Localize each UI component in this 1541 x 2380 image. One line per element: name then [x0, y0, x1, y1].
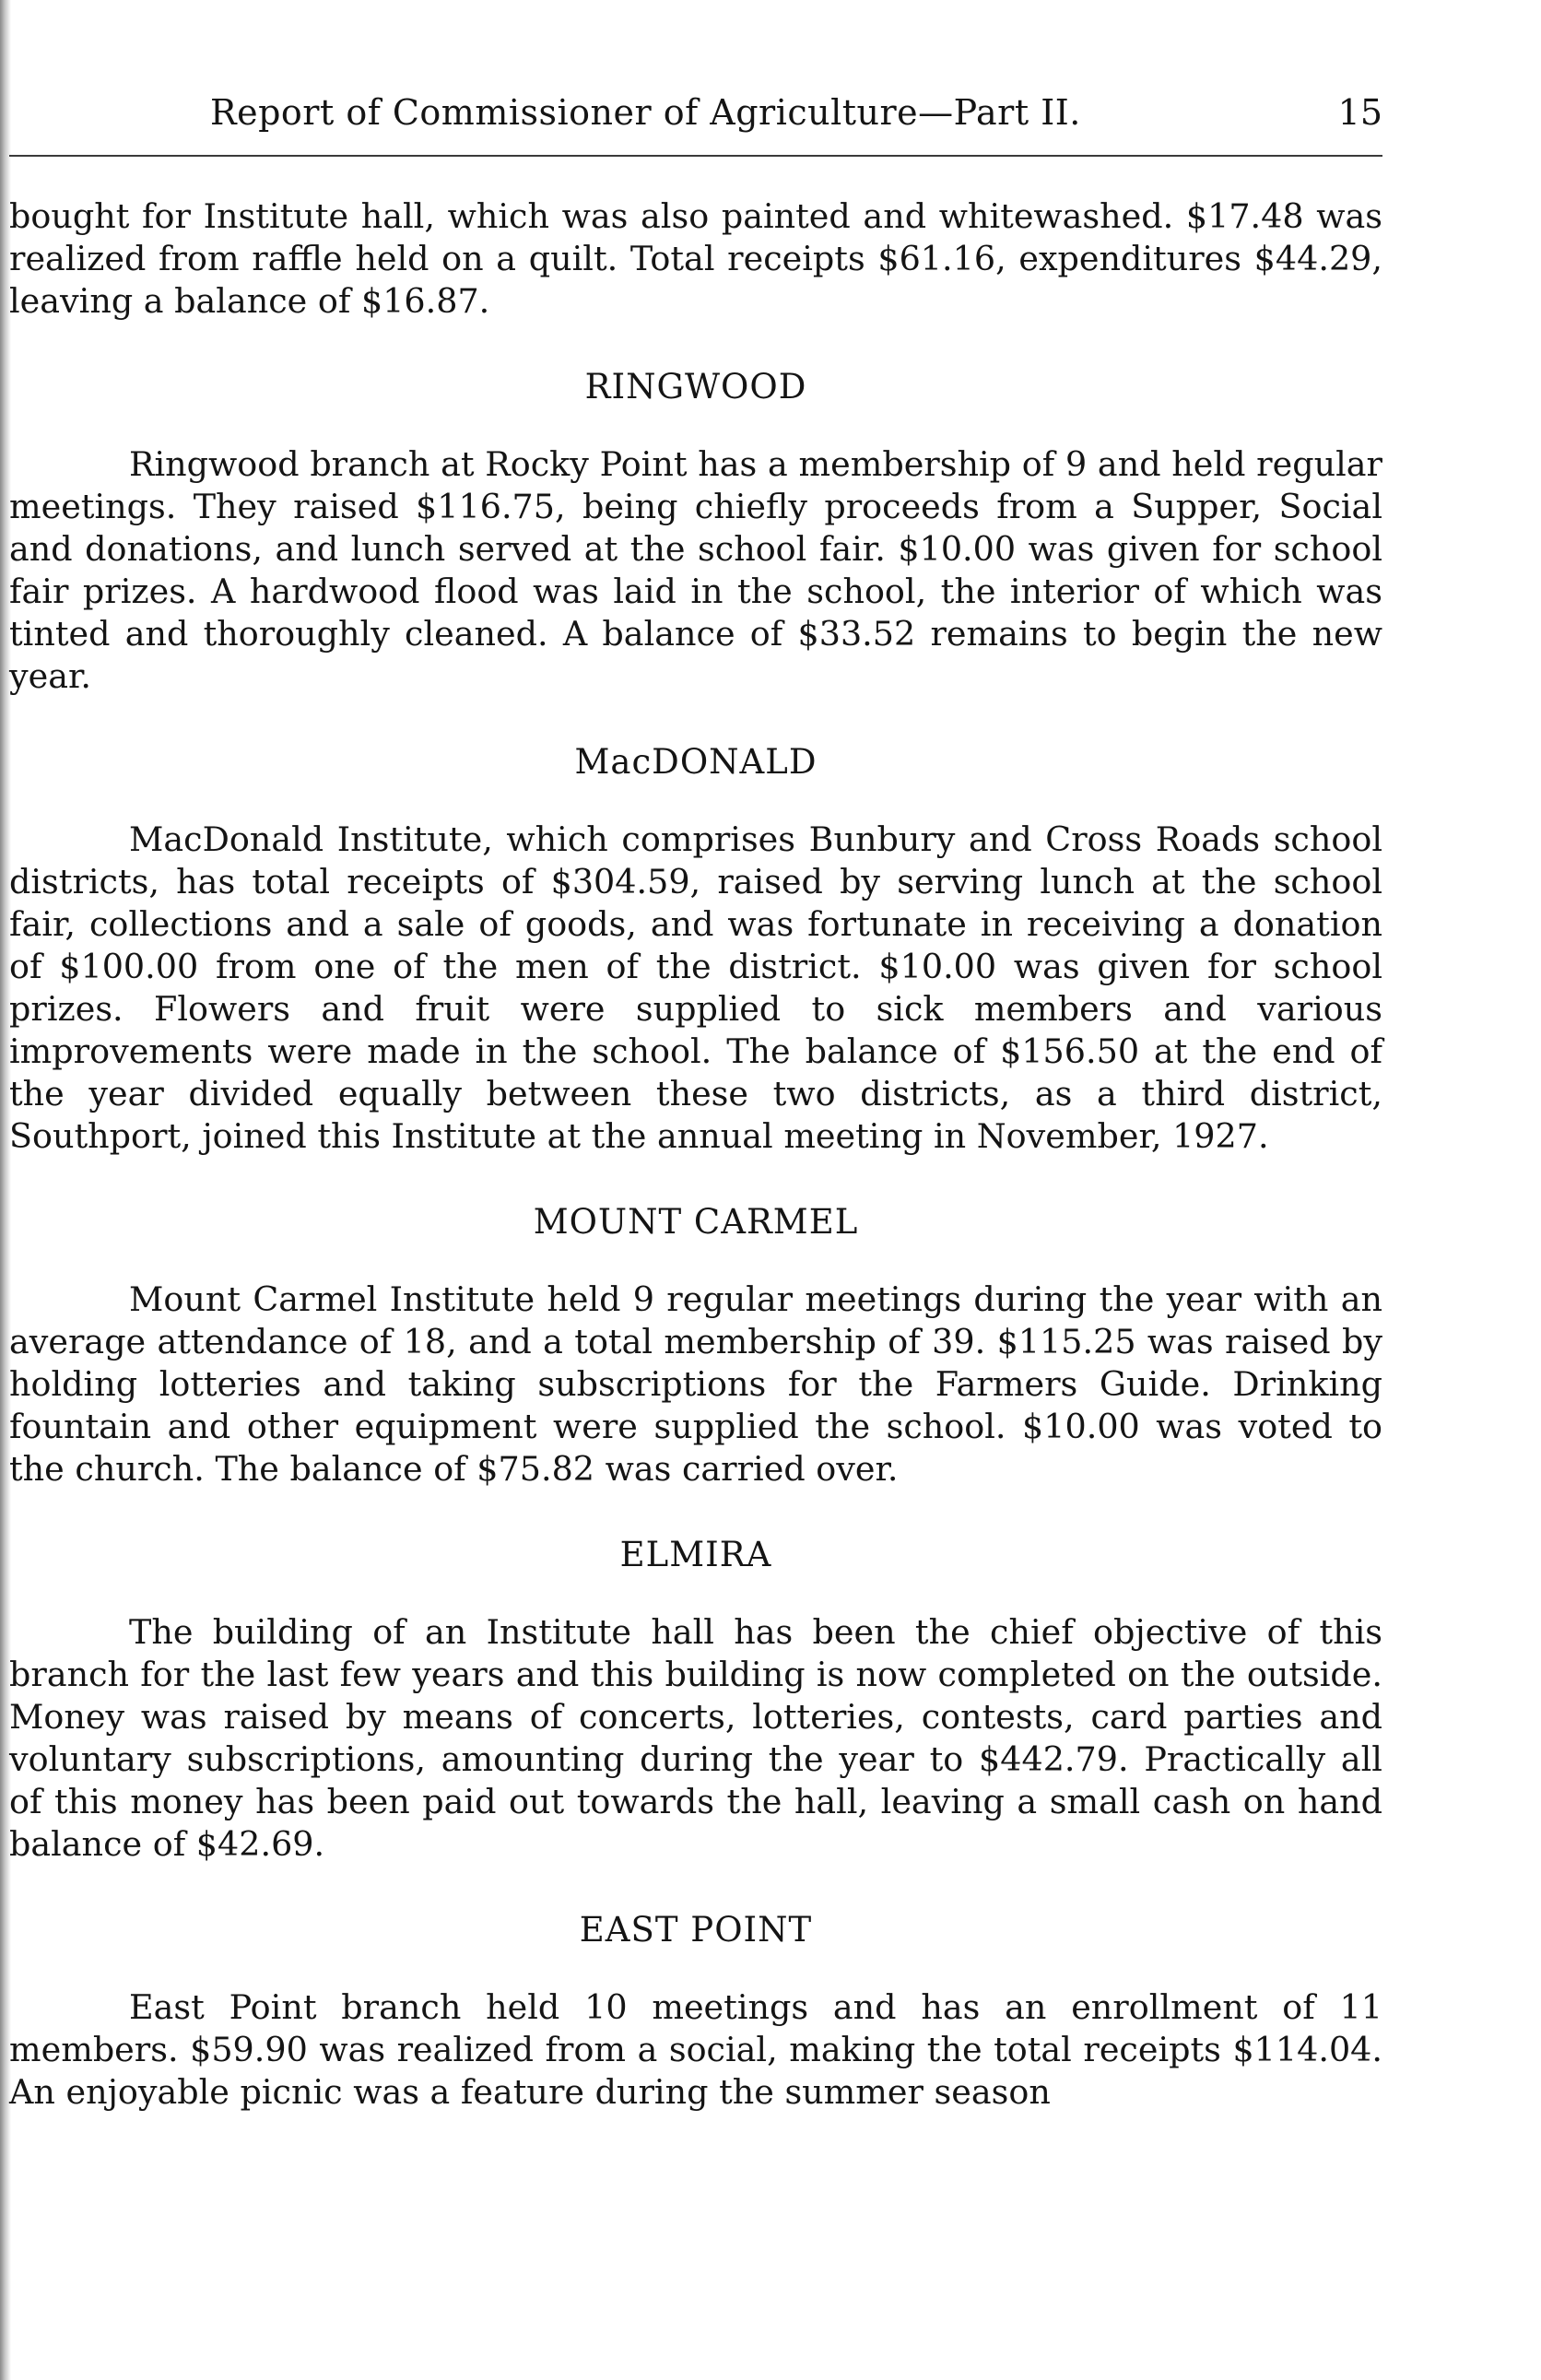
page-number: 15: [1337, 92, 1382, 133]
section-heading: EAST POINT: [579, 1910, 813, 1950]
section-heading: ELMIRA: [619, 1535, 772, 1574]
page-body: [9, 195, 1382, 2114]
section-macdonald: [9, 742, 1382, 1158]
continued-paragraph: bought for Institute hall, which was also painted and whitewashed. $17.48 was realized from raffle held on a quilt. Total receipts $61.16, expenditures $44.29, leaving a balance of $16.87.: [9, 196, 1382, 321]
section-heading: RINGWOOD: [584, 367, 807, 406]
section-mount-carmel: [9, 1202, 1382, 1490]
section-east-point: [9, 1910, 1382, 2114]
section-elmira: [9, 1535, 1382, 1866]
section-paragraph: East Point branch held 10 meetings and has an enrollment of 11 members. $59.90 was realized from a social, making the total receipts $114.04. An enjoyable picnic was a feature during the summer season: [9, 1987, 1382, 2112]
section-ringwood: [9, 367, 1382, 698]
section-heading: MOUNT CARMEL: [533, 1202, 859, 1242]
section-heading: MacDONALD: [574, 742, 818, 782]
section-paragraph: The building of an Institute hall has been the chief objective of this branch for the last few years and this building is now completed on the outside. Money was raised by means of concerts, lotteries, contests, card parties and voluntary subscriptions, amounting during the year to $442.79. Practically all of this money has been paid out towards the hall, leaving a small cash on hand balance of $42.69.: [9, 1612, 1382, 1864]
running-header-title: Report of Commissioner of Agriculture—Part II.: [210, 92, 1081, 133]
section-paragraph: Mount Carmel Institute held 9 regular meetings during the year with an average attendance of 18, and a total membership of 39. $115.25 was raised by holding lotteries and taking subscriptions for the Farmers Guide. Drinking fountain and other equipment were supplied the school. $10.00 was voted to the church. The balance of $75.82 was carried over.: [9, 1279, 1382, 1489]
section-paragraph: MacDonald Institute, which comprises Bunbury and Cross Roads school districts, has total receipts of $304.59, raised by serving lunch at the school fair, collections and a sale of goods, and was fortunate in receiving a donation of $100.00 from one of the men of the district. $10.00 was given for school prizes. Flowers and fruit were supplied to sick members and various improvements were made in the school. The balance of $156.50 at the end of the year divided equally between these two districts, as a third district, Southport, joined this Institute at the annual meeting in November, 1927.: [9, 819, 1382, 1156]
section-paragraph: Ringwood branch at Rocky Point has a membership of 9 and held regular meetings. They raised $116.75, being chiefly proceeds from a Supper, Social and donations, and lunch served at the school fair. $10.00 was given for school fair prizes. A hardwood flood was laid in the school, the interior of which was tinted and thoroughly cleaned. A balance of $33.52 remains to begin the new year.: [9, 444, 1382, 696]
running-header: [9, 92, 1382, 157]
